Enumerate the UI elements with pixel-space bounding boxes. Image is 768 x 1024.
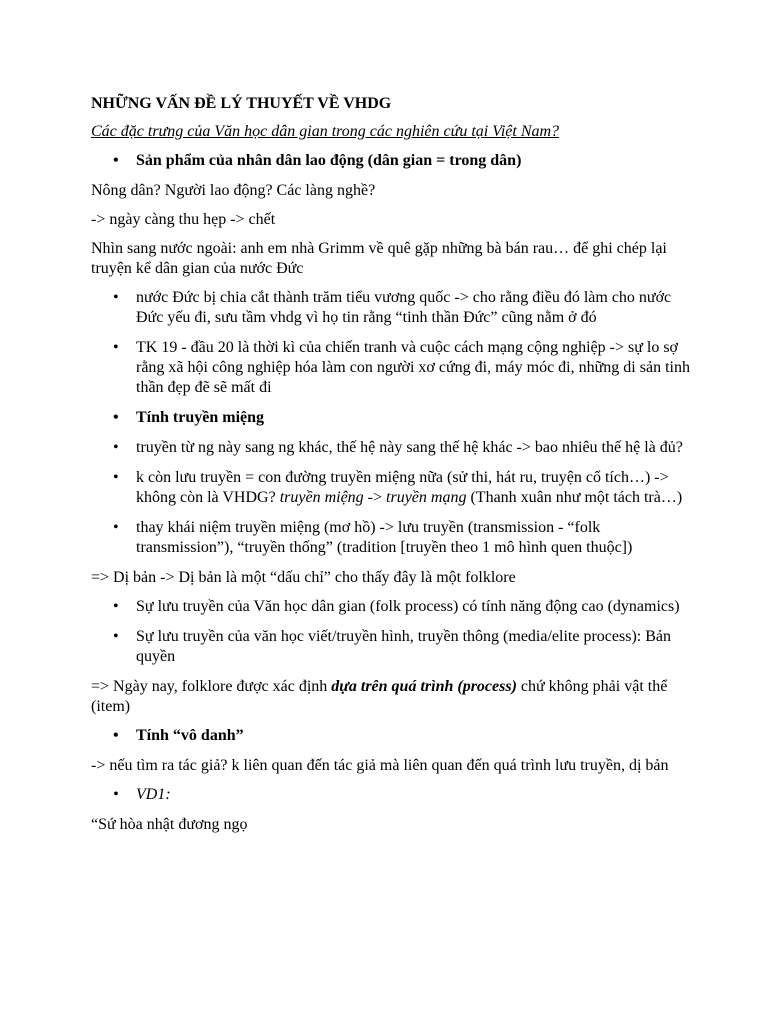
- section2-para2: [91, 677, 691, 717]
- text-run: k còn lưu truyền = con đường truyền miệng nữa (sử thi, hát ru, truyện cổ tích…) -> không còn là VHDG?: [136, 469, 669, 506]
- text-run: ->: [363, 489, 387, 506]
- text-run: => Ngày nay, folklore được xác định: [91, 678, 332, 695]
- list-item: • truyền từ ng này sang ng khác, thế hệ này sang thế hệ khác -> bao nhiêu thế hệ là đủ?: [91, 438, 691, 458]
- section1-para1: Nông dân? Người lao động? Các làng nghề?: [91, 182, 376, 199]
- section2-para1: => Dị bản -> Dị bản là một “dấu chỉ” cho thấy đây là một folklore: [91, 569, 516, 586]
- section1-para2: -> ngày càng thu hẹp -> chết: [91, 211, 276, 228]
- section3-heading-list: [91, 726, 691, 746]
- example-label: • VD1:: [91, 785, 691, 805]
- emphasis-process: dựa trên quá trình (process): [331, 678, 517, 695]
- list-item: • TK 19 - đầu 20 là thời kì của chiến tranh và cuộc cách mạng cộng nghiệp -> sự lo sợ rằng xã hội công nghiệp hóa làm con người xơ cứng đi, máy móc đi, những di sản tinh thần đẹp đẽ sẽ mất đi: [91, 338, 691, 398]
- section3-para1: -> nếu tìm ra tác giả? k liên quan đến tác giả mà liên quan đến quá trình lưu truyền, dị bản: [91, 757, 669, 774]
- document-subtitle: Các đặc trưng của Văn học dân gian trong các nghiên cứu tại Việt Nam?: [91, 123, 560, 140]
- section1-bullet-list: [91, 288, 691, 558]
- document-page: [91, 94, 691, 844]
- section2-bullet-list: [91, 597, 691, 667]
- section1-heading-list: [91, 151, 691, 171]
- list-item: • Sự lưu truyền của Văn học dân gian (folk process) có tính năng động cao (dynamics): [91, 597, 691, 617]
- example-list: [91, 785, 691, 805]
- document-title: NHỮNG VẤN ĐỀ LÝ THUYẾT VỀ VHDG: [91, 95, 392, 112]
- section1-heading: • Sản phẩm của nhân dân lao động (dân gian = trong dân): [91, 151, 691, 171]
- list-item: • nước Đức bị chia cắt thành trăm tiểu vương quốc -> cho rằng điều đó làm cho nước Đức yếu đi, sưu tầm vhdg vì họ tin rằng “tinh thần Đức” cũng nằm ở đó: [91, 288, 691, 328]
- section1-para3: Nhìn sang nước ngoài: anh em nhà Grimm về quê gặp những bà bán rau… để ghi chép lại truyện kể dân gian của nước Đức: [91, 240, 667, 277]
- text-run: (Thanh xuân như một tách trà…): [466, 489, 683, 506]
- italic-term-oral: truyền miệng: [279, 489, 364, 506]
- list-item: • Sự lưu truyền của văn học viết/truyền hình, truyền thông (media/elite process): Bản quyền: [91, 627, 691, 667]
- quote-start: “Sứ hòa nhật đương ngọ: [91, 816, 248, 833]
- section3-heading: • Tính “vô danh”: [91, 726, 691, 746]
- section2-heading: • Tính truyền miệng: [91, 408, 691, 428]
- list-item: • thay khái niệm truyền miệng (mơ hồ) -> lưu truyền (transmission - “folk transmission”), “truyền thống” (tradition [truyền theo 1 mô hình quen thuộc]): [91, 518, 691, 558]
- italic-term-online: truyền mạng: [386, 489, 467, 506]
- text-run: chứ không phải vật thể (item): [91, 678, 668, 715]
- list-item: [91, 468, 691, 508]
